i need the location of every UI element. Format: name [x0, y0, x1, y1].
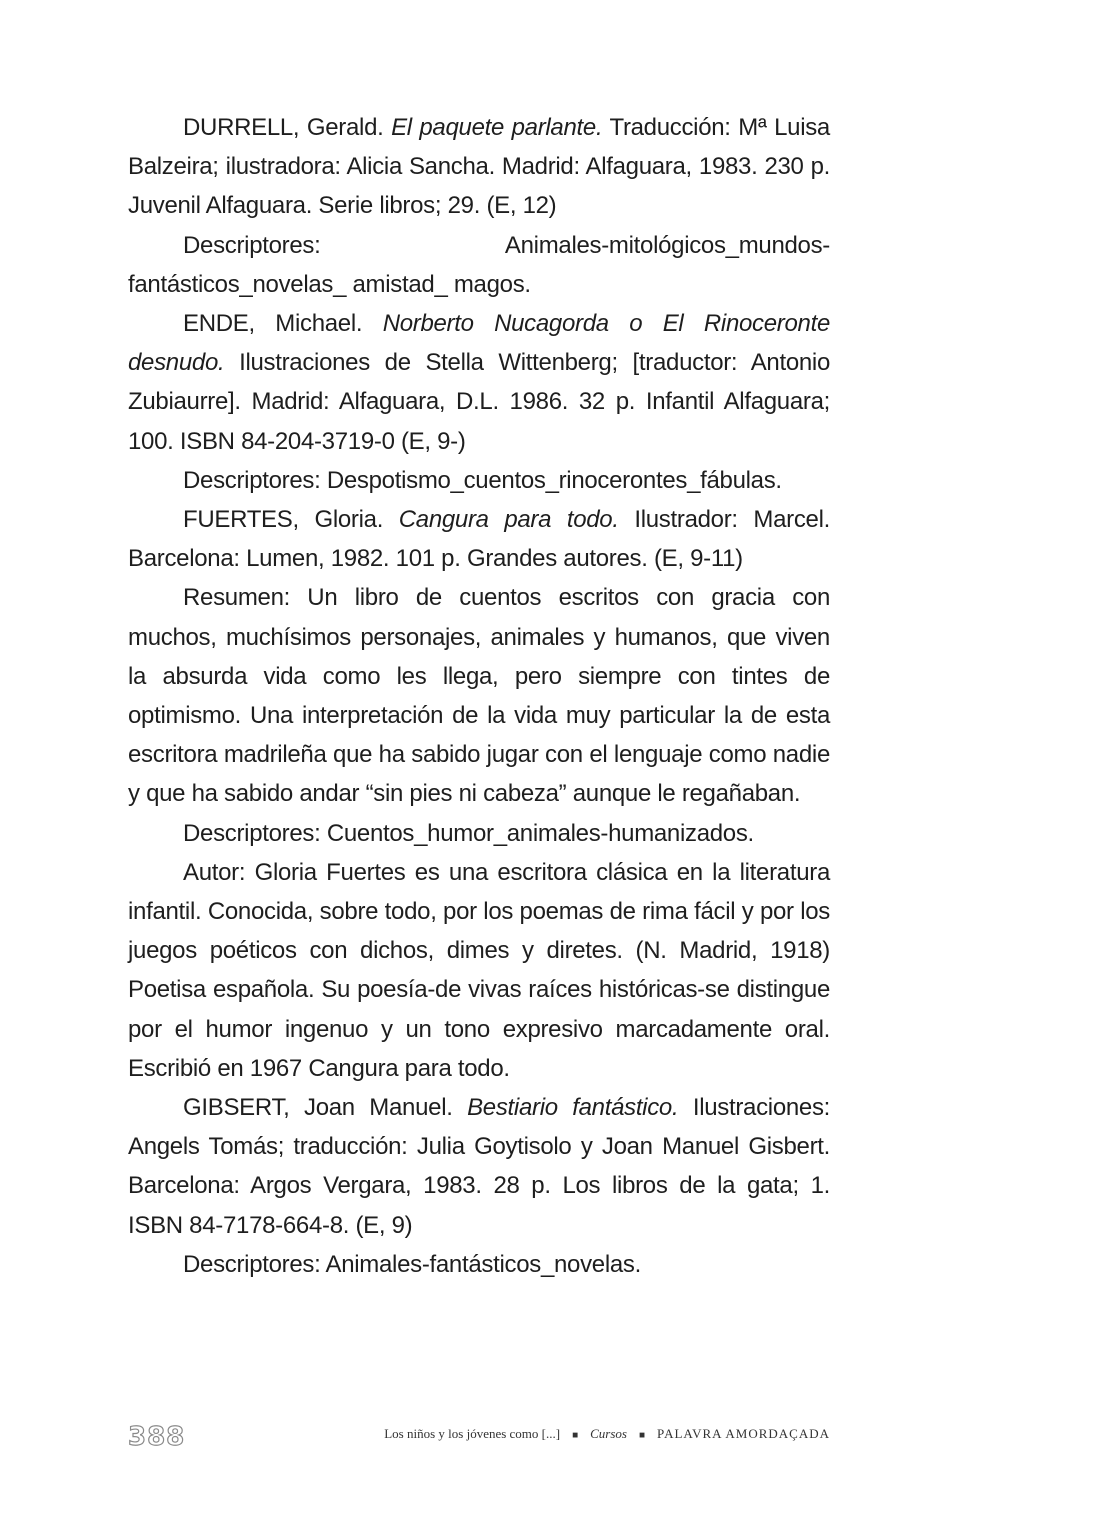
entry-details: Ilustraciones de Stella Wittenberg; [traductor: Antonio Zubiaurre]. Madrid: Alfaguara, D.L. 1986. 32 p. Infantil Alfaguara; 100. ISBN 84-204-3719-0 (E, 9-) [128, 349, 830, 455]
descriptors-paragraph: Descriptores: Animales-mitológicos_mundos-fantásticos_novelas_ amistad_ magos. [128, 231, 830, 298]
entry-title: Bestiario fantástico. [467, 1094, 679, 1122]
bibliography-entry [128, 108, 830, 226]
series-name: PALAVRA AMORDAÇADA [657, 1426, 830, 1441]
entry-author: DURRELL, Gerald. [183, 114, 384, 141]
entry-title: El paquete parlante. [391, 114, 603, 141]
entry-author: GIBSERT, Joan Manuel. [183, 1094, 453, 1122]
book-title: Los niños y los jóvenes como [...] [384, 1426, 561, 1441]
section-name: Cursos [590, 1426, 627, 1441]
descriptors-paragraph: Descriptores: Cuentos_humor_animales-humanizados. [183, 819, 754, 847]
entry-title: Norberto Nucagorda o El Rinoceronte desnudo. [128, 310, 830, 377]
bibliography-entry [128, 304, 830, 461]
running-head [384, 1426, 830, 1442]
page-body [128, 108, 830, 1284]
descriptors-paragraph: Descriptores: Animales-fantásticos_novelas. [183, 1250, 641, 1278]
entry-details: Ilustrador: Marcel. Barcelona: Lumen, 1982. 101 p. Grandes autores. (E, 9-11) [128, 506, 830, 573]
summary-paragraph: Resumen: Un libro de cuentos escritos con gracia con muchos, muchísimos personajes, animales y humanos, que viven la absurda vida como les llega, pero siempre con tintes de optimismo. Una interpretación de la vida muy particular la de esta escritora madrileña que ha sabido jugar con el lenguaje como nadie y que ha sabido andar “sin pies ni cabeza” aunque le regañaban. [128, 584, 830, 808]
bibliography-entry [128, 1088, 830, 1245]
descriptors-paragraph: Descriptores: Despotismo_cuentos_rinocerontes_fábulas. [183, 466, 782, 494]
entry-title: Cangura para todo. [398, 506, 619, 534]
page-number: 388 [128, 1422, 186, 1452]
page-footer [128, 1420, 830, 1450]
entry-author: ENDE, Michael. [183, 310, 363, 338]
separator-bullet: ■ [572, 1430, 579, 1441]
separator-bullet: ■ [638, 1430, 646, 1441]
bibliography-entry [128, 500, 830, 578]
author-note-paragraph: Autor: Gloria Fuertes es una escritora clásica en la literatura infantil. Conocida, sobre todo, por los poemas de rima fácil y por los juegos poéticos con dichos, dimes y diretes. (N. Madrid, 1918) Poetisa española. Su poesía-de vivas raíces históricas-se distingue por el humor ingenuo y un tono expresivo marcadamente oral. Escribió en 1967 Cangura para todo. [128, 858, 830, 1082]
entry-author: FUERTES, Gloria. [183, 506, 384, 534]
entry-details: Traducción: Mª Luisa Balzeira; ilustradora: Alicia Sancha. Madrid: Alfaguara, 1983. 230 p. Juvenil Alfaguara. Serie libros; 29. (E, 12) [128, 114, 830, 220]
entry-details: Ilustraciones: Angels Tomás; traducción: Julia Goytisolo y Joan Manuel Gisbert. Barcelona: Argos Vergara, 1983. 28 p. Los libros de la gata; 1. ISBN 84-7178-664-8. (E, 9) [128, 1094, 831, 1239]
